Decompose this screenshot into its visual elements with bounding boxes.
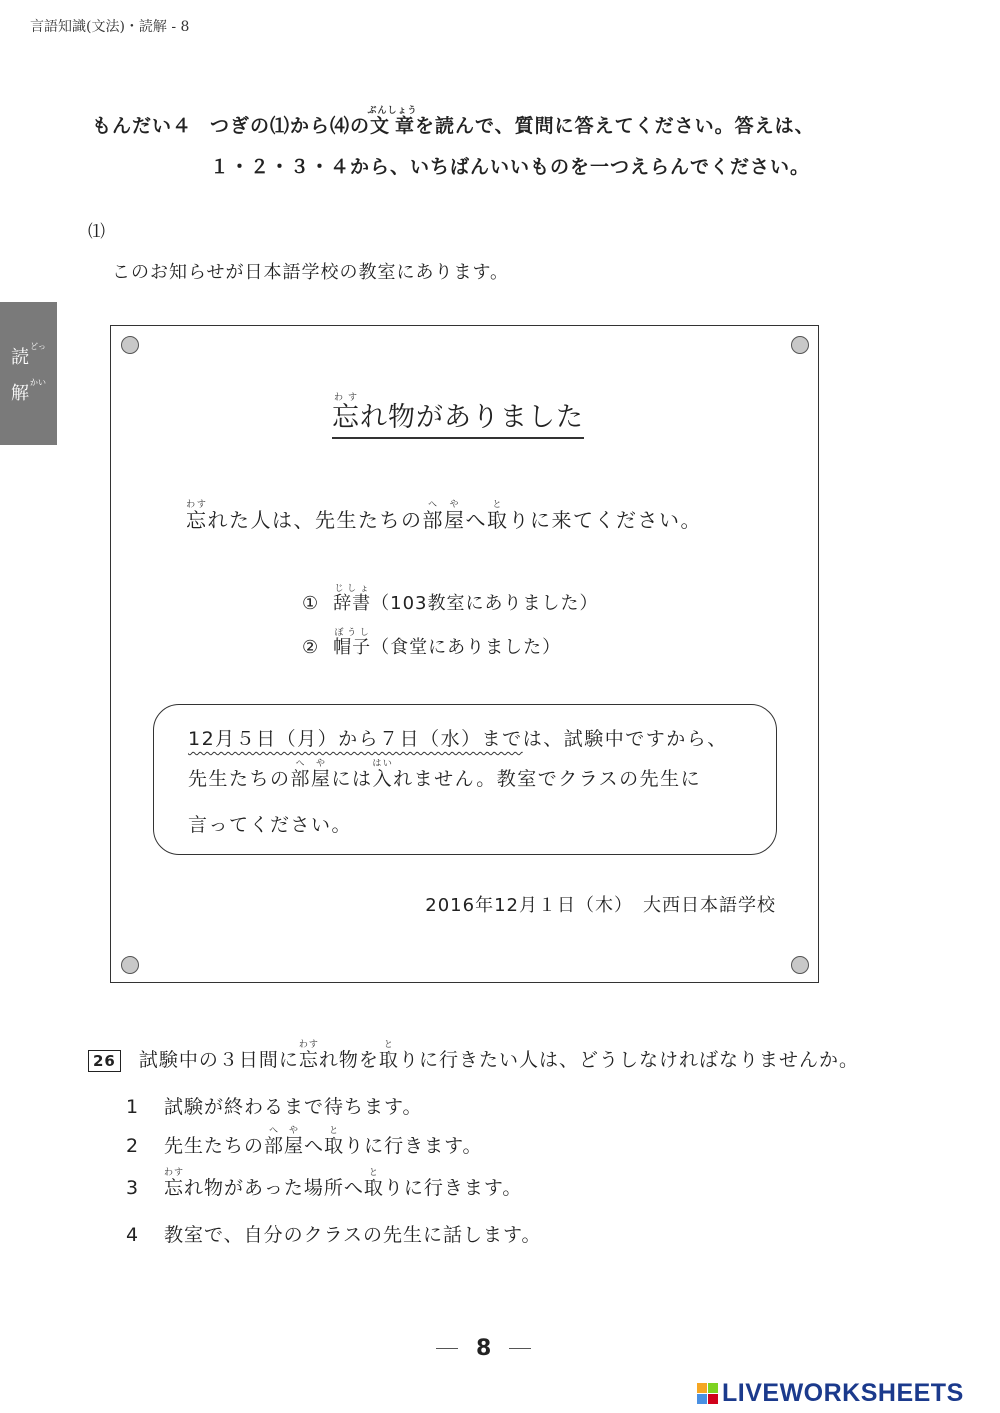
answer-option-3[interactable]: 3 忘わすれ物があった場所へ取とりに行きます。 xyxy=(126,1168,523,1199)
answer-option-4[interactable]: 4 教室で、自分のクラスの先生に話します。 xyxy=(126,1224,542,1246)
answer-option-2[interactable]: 2 先生たちの部へ屋やへ取とりに行きます。 xyxy=(126,1126,483,1157)
liveworksheets-logo-icon xyxy=(697,1383,718,1404)
logo-square xyxy=(708,1383,718,1393)
list-item: ② 帽子ぼうし（食堂にありました） xyxy=(302,628,562,658)
question-26: 26 試験中の３日間に忘わすれ物を取とりに行きたい人は、どうしなければなりませんか。 xyxy=(88,1040,859,1072)
side-tab-char-2: 解 かい xyxy=(11,377,46,404)
liveworksheets-logo[interactable] xyxy=(697,1379,964,1408)
liveworksheets-text: LIVEWORKSHEETS xyxy=(722,1379,964,1407)
exam-period-text: 12月５日（月）から７日（水）まで xyxy=(188,728,523,750)
logo-square xyxy=(697,1383,707,1393)
exam-notice-line-3: 言ってください。 xyxy=(188,814,353,836)
notice-footer: 2016年12月１日（木） 大西日本語学校 xyxy=(425,895,776,916)
section-number: ⑴ xyxy=(88,222,105,242)
instructions-line-2: １・２・３・４から、いちばんいいものを一つえらんでください。 xyxy=(210,156,811,178)
exam-notice-line-2: 先生たちの部へ屋やには入はいれません。教室でクラスの先生に xyxy=(188,759,702,790)
section-intro: このお知らせが日本語学校の教室にあります。 xyxy=(112,262,510,283)
page-number: 8 xyxy=(436,1336,531,1361)
question-number: 26 xyxy=(88,1050,121,1072)
pin-icon xyxy=(121,336,139,354)
logo-square xyxy=(708,1394,718,1404)
list-item: ① 辞書じしょ（103教室にありました） xyxy=(302,584,599,614)
notice-title: 忘わすれ物がありました xyxy=(332,393,584,439)
pin-icon xyxy=(791,956,809,974)
logo-square xyxy=(697,1394,707,1404)
pin-icon xyxy=(121,956,139,974)
side-tab-char-1: 読 どっ xyxy=(11,341,46,368)
pin-icon xyxy=(791,336,809,354)
page-header: 言語知識(文法)・読解 - 8 xyxy=(30,19,190,35)
instructions-line-1: もんだい４ つぎの⑴から⑷の文章ぶんしょうを読んで、質問に答えてください。答えは、 xyxy=(92,106,815,137)
notice-body: 忘わすれた人は、先生たちの部へ屋やへ取とりに来てください。 xyxy=(186,500,702,532)
exam-notice-line-1: 12月５日（月）から７日（水）までは、試験中ですから、 xyxy=(188,728,728,750)
side-tab-dokkai xyxy=(0,302,57,445)
mondai-label: もんだい４ xyxy=(92,115,193,137)
answer-option-1[interactable]: 1 試験が終わるまで待ちます。 xyxy=(126,1096,423,1118)
